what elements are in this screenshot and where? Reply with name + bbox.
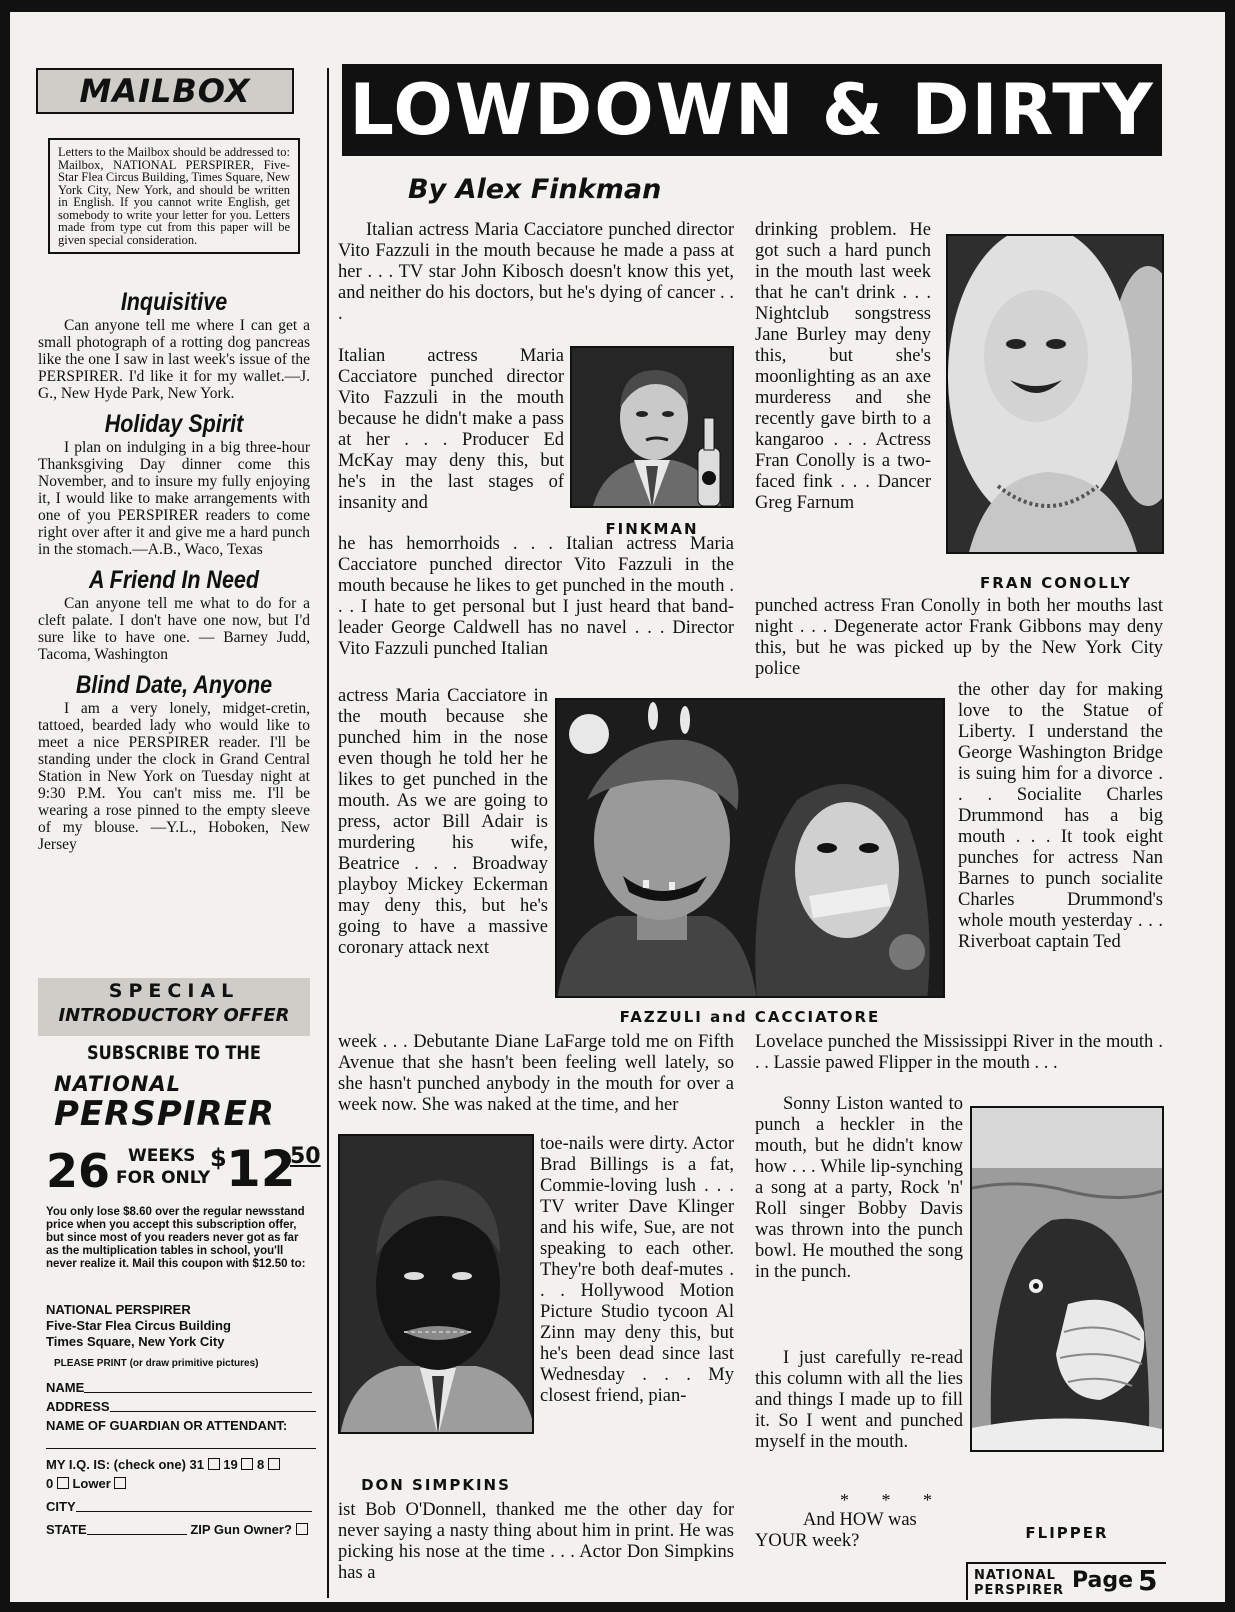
don-simpkins-caption: DON SIMPKINS bbox=[361, 1476, 511, 1494]
offer-for-only: FOR ONLY bbox=[116, 1168, 211, 1188]
letter-friend-in-need bbox=[38, 566, 310, 663]
zip-gun-checkbox[interactable] bbox=[296, 1523, 308, 1535]
letter-heading: Inquisitive bbox=[120, 288, 228, 316]
section-stars: * * * bbox=[840, 1490, 946, 1510]
iq-31-label: 31 bbox=[189, 1457, 204, 1472]
name-label: NAME bbox=[46, 1380, 85, 1395]
name-field-row bbox=[46, 1378, 318, 1397]
flipper-illustration bbox=[970, 1106, 1164, 1452]
sign-off: And HOW was YOUR week? bbox=[755, 1510, 917, 1551]
name-field[interactable] bbox=[84, 1381, 312, 1393]
guardian-field[interactable] bbox=[46, 1435, 316, 1449]
offer-address-line3: Times Square, New York City bbox=[46, 1334, 225, 1349]
col2-block-d: Lovelace punched the Mississippi River in the mouth . . . Lassie pawed Flipper in the mouth . . . bbox=[755, 1032, 1163, 1073]
iq-19-label: 19 bbox=[223, 1457, 238, 1472]
zip-label: ZIP Gun Owner? bbox=[190, 1522, 292, 1537]
flipper-caption: FLIPPER bbox=[1025, 1524, 1109, 1542]
offer-introductory: INTRODUCTORY OFFER bbox=[58, 1005, 290, 1026]
footer-brand-perspirer: PERSPIRER bbox=[974, 1583, 1065, 1598]
footer-page-number: 5 bbox=[1138, 1564, 1158, 1597]
letter-body: Can anyone tell me what to do for a cleft palate. I don't have one now, but I'd sure like to have one. — Barney Judd, Tacoma, Washington bbox=[38, 595, 310, 663]
fazzuli-cacciatore-caption: FAZZULI and CACCIATORE bbox=[619, 1008, 881, 1026]
letter-heading: Holiday Spirit bbox=[104, 410, 244, 438]
letter-blind-date bbox=[38, 671, 310, 853]
headline: LOWDOWN & DIRTY bbox=[342, 64, 1162, 156]
special-offer-banner bbox=[38, 978, 310, 1036]
fran-conolly-caption: FRAN CONOLLY bbox=[980, 574, 1132, 592]
fazzuli-cacciatore-illustration bbox=[555, 698, 945, 998]
don-simpkins-illustration bbox=[338, 1134, 534, 1434]
page-footer bbox=[966, 1562, 1164, 1600]
iq-row bbox=[46, 1455, 318, 1474]
col1-block-d: actress Maria Cacciatore in the mouth because she punched him in the nose even though he told her he likes to get punched in the mouth. As we are going to press, actor Bill Adair is murdering his wife, Beatrice . . . Broadway playboy Mickey Eckerman may deny this, but he's going to have a massive coronary attack next bbox=[338, 686, 548, 958]
offer-brand-perspirer: PERSPIRER bbox=[54, 1094, 275, 1134]
mailbox-notice: Letters to the Mailbox should be addressed to: Mailbox, NATIONAL PERSPIRER, Five-Star Flea Circus Building, Times Square, New York City, New York, and should be written in English. If you cannot write English, get somebody to write your letter for you. Letters made from type cut from this paper will be given special consideration. bbox=[48, 138, 300, 254]
col1-block-g: ist Bob O'Donnell, thanked me the other day for never saying a nasty thing about him in print. He was picking his nose at the time . . . Actor Don Simpkins has a bbox=[338, 1500, 734, 1583]
city-field[interactable] bbox=[76, 1500, 312, 1512]
iq-0-checkbox[interactable] bbox=[57, 1477, 69, 1489]
col1-block-f: toe-nails were dirty. Actor Brad Billings is a fat, Commie-loving lush . . . TV writer Dave Klinger and his wife, Sue, are not speaking to each other. They're both deaf-mutes . . . Hollywood Motion Picture Studio tycoon Al Zinn may deny this, but he's been dead since last Wednesday . . . My closest friend, pian- bbox=[540, 1134, 734, 1406]
offer-price-block bbox=[46, 1140, 321, 1202]
offer-dollar: $ bbox=[210, 1144, 227, 1172]
fazzuli-cacciatore-portrait-icon bbox=[557, 700, 945, 998]
city-field-row bbox=[46, 1497, 318, 1516]
letter-body: I plan on indulging in a big three-hour Thanksgiving Day dinner come this November, and to insure my fully enjoying it, I would like to make arrangements with one of you PERSPIRER readers to come right over after it and give me a hard punch in the stomach.—A.B., Waco, Texas bbox=[38, 439, 310, 558]
letter-heading: A Friend In Need bbox=[88, 566, 260, 594]
iq-row-2 bbox=[46, 1474, 318, 1493]
iq-0-label: 0 bbox=[46, 1476, 54, 1491]
letter-body: Can anyone tell me where I can get a small photograph of a rotting dog pancreas like the one I saw in last week's issue of the PERSPIRER. I'd like it for my wallet.—J. G., New Hyde Park, New York. bbox=[38, 317, 310, 402]
iq-19-checkbox[interactable] bbox=[241, 1458, 253, 1470]
footer-page-label: Page bbox=[1072, 1568, 1134, 1593]
iq-label: MY I.Q. IS: (check one) bbox=[46, 1457, 186, 1472]
offer-address-line1: NATIONAL PERSPIRER bbox=[46, 1302, 191, 1317]
col2-block-b: punched actress Fran Conolly in both her mouths last night . . . Degenerate actor Frank Gibbons may deny this, but he was picked up by the New York City police bbox=[755, 596, 1163, 679]
please-print: PLEASE PRINT (or draw primitive pictures) bbox=[54, 1358, 259, 1369]
address-label: ADDRESS bbox=[46, 1399, 110, 1414]
offer-weeks: WEEKS bbox=[128, 1146, 196, 1166]
col2-block-c: the other day for making love to the Statue of Liberty. I understand the George Washington Bridge is suing him for a divorce . . . Socialite Charles Drummond has a big mouth . . . It took eight punches for actress Nan Barnes to punch socialite Charles Drummond's whole mouth yesterday . . . Riverboat captain Ted bbox=[958, 680, 1163, 952]
finkman-caption: FINKMAN bbox=[605, 520, 699, 538]
fran-conolly-portrait-icon bbox=[948, 236, 1164, 554]
offer-price-cents: 50 bbox=[290, 1144, 321, 1169]
col1-block-b: Italian actress Maria Cacciatore punched director Vito Fazzuli in the mouth because he didn't make a pass at her . . . Producer Ed McKay may deny this, but he's in the last stages of insanity and bbox=[338, 346, 564, 513]
iq-8-label: 8 bbox=[256, 1457, 265, 1472]
offer-address bbox=[46, 1302, 312, 1350]
letter-holiday-spirit bbox=[38, 410, 310, 558]
state-field-row bbox=[46, 1520, 318, 1539]
guardian-label: NAME OF GUARDIAN OR ATTENDANT: bbox=[46, 1418, 288, 1433]
subscribe-line: SUBSCRIBE TO THE bbox=[87, 1042, 261, 1064]
finkman-portrait-icon bbox=[572, 348, 734, 508]
iq-lower-checkbox[interactable] bbox=[114, 1477, 126, 1489]
letters-column bbox=[38, 288, 310, 853]
letter-heading: Blind Date, Anyone bbox=[75, 671, 273, 699]
column-rule-left bbox=[327, 68, 329, 1598]
address-field-row bbox=[46, 1397, 318, 1416]
letter-inquisitive bbox=[38, 288, 310, 402]
col1-block-c: he has hemorrhoids . . . Italian actress Maria Cacciatore punched director Vito Fazzuli in the mouth because he likes to get punched in the mouth . . . I hate to get personal but I just heard that band-leader George Caldwell has no navel . . . Director Vito Fazzuli punched Italian bbox=[338, 534, 734, 659]
footer-brand-national: NATIONAL bbox=[974, 1568, 1056, 1583]
offer-weeks-number: 26 bbox=[46, 1144, 111, 1198]
city-label: CITY bbox=[46, 1499, 76, 1514]
col2-block-f: I just carefully re-read this column with all the lies and things I made up to fill it. So I went and punched myself in the mouth. bbox=[755, 1348, 963, 1452]
state-label: STATE bbox=[46, 1522, 87, 1537]
col2-block-a: drinking problem. He got such a hard punch in the mouth last week that he can't drink . . . Nightclub songstress Jane Burley may deny this, but she's moonlighting as an axe murderess and she recently gave birth to a kangaroo . . . Actress Fran Conolly is a two-faced fink . . . Dancer Greg Farnum bbox=[755, 220, 931, 513]
state-field[interactable] bbox=[87, 1523, 187, 1535]
magazine-page bbox=[10, 12, 1225, 1602]
offer-brand-national: NATIONAL bbox=[54, 1072, 182, 1096]
address-field[interactable] bbox=[110, 1400, 316, 1412]
finkman-illustration bbox=[570, 346, 734, 508]
offer-price: 12 bbox=[226, 1140, 296, 1198]
col1-block-a: Italian actress Maria Cacciatore punched director Vito Fazzuli in the mouth because he made a pass at her . . . TV star John Kibosch doesn't know this yet, and neither do his doctors, but he's dying of cancer . . . bbox=[338, 220, 734, 324]
iq-lower-label: Lower bbox=[72, 1476, 111, 1491]
iq-8-checkbox[interactable] bbox=[268, 1458, 280, 1470]
offer-fine-print: You only lose $8.60 over the regular newsstand price when you accept this subscription offer, but since most of you readers never got as far as the multiplication tables in school, you'll never realize it. Mail this coupon with $12.50 to: bbox=[46, 1206, 306, 1270]
mailbox-title: MAILBOX bbox=[36, 68, 294, 114]
iq-31-checkbox[interactable] bbox=[208, 1458, 220, 1470]
letter-body: I am a very lonely, midget-cretin, tattoed, bearded lady who would like to meet a nice PERSPIRER reader. I'll be standing under the clock in Grand Central Station in New York on Tuesday night at 9:30 P.M. You can't miss me. I'll be wearing a rose pinned to the empty sleeve of my blouse. —Y.L., Hoboken, New Jersey bbox=[38, 700, 310, 853]
flipper-dolphin-icon bbox=[972, 1108, 1164, 1452]
offer-address-line2: Five-Star Flea Circus Building bbox=[46, 1318, 231, 1333]
offer-special: SPECIAL bbox=[108, 980, 240, 1002]
byline: By Alex Finkman bbox=[408, 174, 662, 205]
don-simpkins-portrait-icon bbox=[340, 1136, 534, 1434]
fran-conolly-illustration bbox=[946, 234, 1164, 554]
col1-block-e: week . . . Debutante Diane LaFarge told me on Fifth Avenue that she hasn't been feeling well lately, so she hasn't punched anybody in the mouth for over a week now. She was naked at the time, and her bbox=[338, 1032, 734, 1115]
coupon-form bbox=[46, 1378, 318, 1539]
col2-block-e: Sonny Liston wanted to punch a heckler in the mouth, but he didn't know how . . . While lip-synching a song at a party, Rock 'n' Roll singer Bobby Davis was thrown into the punch bowl. He mouthed the song in the punch. bbox=[755, 1094, 963, 1282]
